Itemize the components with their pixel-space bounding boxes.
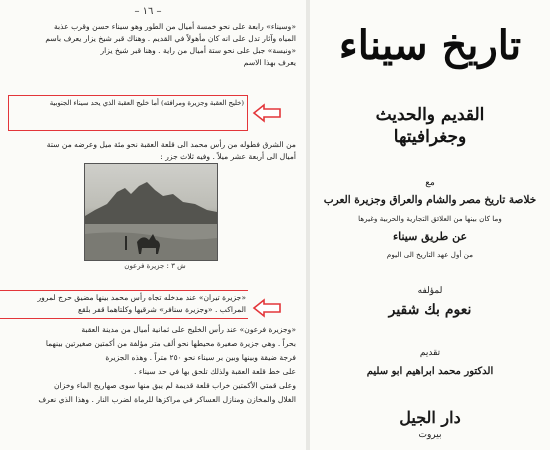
text-line: «وجزيرة فرعون» عند رأس الخليج على ثمانية أميال من مدينة العقبة	[81, 325, 296, 334]
text-line: فرجة ضيقة وبينها وبين بر سيناء نحو ٢٥٠ متراً . وهذه الجزيرة	[105, 353, 296, 362]
author-label: لمؤلفه	[417, 286, 443, 296]
publisher-city: بيروت	[418, 430, 442, 440]
subtitle-line-2: وجغرافيتها	[393, 127, 467, 147]
intro-label: تقديم	[419, 348, 441, 358]
text-line: الغلال والمخازن ومنازل العساكر في مراكزها للرماة لضرب النار . وهذا الذي نعرف	[38, 395, 296, 404]
author-name: نعوم بك شقير	[388, 302, 472, 318]
gulf-line: أميال الى أربعة عشر ميلاً . وفيه ثلاث جزر :	[160, 152, 296, 161]
book-title: تاريخ سيناء	[338, 22, 522, 69]
right-page	[310, 0, 550, 450]
text-line: «ونيسة» جبل على نحو ستة أميال من راية . وهنا قبر شيخ يزار	[100, 46, 296, 55]
gulf-line: (خليج العقبة وجزيرة ومرافئه) أما خليج العقبة الذي يحد سيناء الجنوبية	[49, 99, 244, 107]
islands-line: «جزيرة تيران» عند مدخله تجاه رأس محمد بينها مضيق حرج لمرور	[37, 293, 246, 302]
island-photo	[84, 163, 218, 261]
red-arrow-icon	[252, 103, 282, 123]
highlight-rule-top	[0, 290, 248, 291]
book-subtitle	[330, 104, 530, 148]
text-line: بحراً . وهي جزيرة صغيرة محيطها نحو ألف متر مؤلفة من أكمتين صغيرتين بينهما	[45, 339, 296, 348]
text-line: يعرف بهذا الاسم	[243, 58, 296, 67]
highlight-rule-bottom	[0, 318, 248, 319]
page-number: – ١٦ –	[134, 6, 162, 17]
route-line: عن طريق سيناء	[392, 230, 468, 243]
text-line: على خط قلعة العقبة ولذلك تلحق بها في حد سيناء .	[134, 367, 296, 376]
summary-line: خلاصة تاريخ مصر والشام والعراق وجزيرة العرب	[323, 194, 537, 206]
gulf-line: من الشرق فطوله من رأس محمد الى قلعة العقبة نحو مئة ميل وعرضه من ستة	[46, 140, 296, 149]
text-line: وعلى قمتي الأكمتين خراب قلعة قديمة لم يبق منها سوى صهاريج الماء وخزان	[53, 381, 296, 390]
with-label: مع	[425, 178, 435, 188]
era-line: من أول عهد التاريخ الى اليوم	[386, 250, 474, 259]
links-line: وما كان بينها من العلائق التجارية والحربية وغيرها	[358, 214, 502, 223]
text-line: المياه وآثار تدل على انه كان مأهولاً في القديم . وهناك قبر شيخ يزار يعرف باسم	[45, 34, 296, 43]
subtitle-line-1: القديم والحديث	[375, 105, 485, 125]
islands-line: المراكب . «وجزيرة سنافر» شرقيها وكلتاهما قفر بلقع	[78, 305, 246, 314]
introducer-name: الدكتور محمد ابراهيم ابو سليم	[366, 366, 494, 377]
red-arrow-icon	[252, 298, 282, 318]
publisher-name: دار الجيل	[399, 408, 461, 427]
text-line: «وسيناء» رابعة على نحو خمسة أميال من الطور وهو سيناء حسن وقرب عذبة	[53, 22, 296, 31]
photo-caption: ش ٣ : جزيرة فرعون	[124, 262, 186, 270]
